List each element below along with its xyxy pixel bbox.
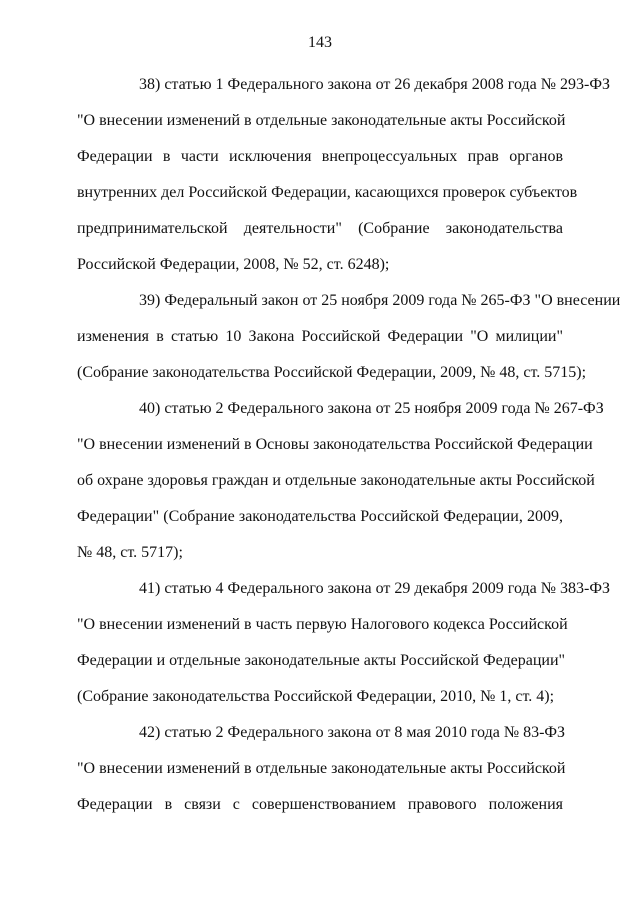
- text-line: Федерации в части исключения внепроцессуальных прав органов: [77, 148, 563, 165]
- text-line: 40) статью 2 Федерального закона от 25 ноября 2009 года № 267-ФЗ: [139, 400, 604, 417]
- text-line: (Собрание законодательства Российской Федерации, 2009, № 48, ст. 5715);: [77, 364, 587, 381]
- list-item-40: [77, 391, 604, 571]
- text-line: об охране здоровья граждан и отдельные законодательные акты Российской: [77, 472, 595, 489]
- text-line: внутренних дел Российской Федерации, касающихся проверок субъектов: [77, 184, 578, 201]
- page-number: 143: [308, 34, 332, 51]
- text-line: "О внесении изменений в отдельные законодательные акты Российской: [77, 760, 566, 777]
- text-line: "О внесении изменений в часть первую Налогового кодекса Российской: [77, 616, 568, 633]
- text-line: 38) статью 1 Федерального закона от 26 декабря 2008 года № 293-ФЗ: [139, 76, 610, 93]
- text-line: № 48, ст. 5717);: [77, 544, 183, 561]
- text-line: предпринимательской деятельности" (Собрание законодательства: [77, 220, 563, 237]
- text-line: (Собрание законодательства Российской Федерации, 2010, № 1, ст. 4);: [77, 688, 555, 705]
- text-line: Федерации и отдельные законодательные акты Российской Федерации": [77, 652, 566, 669]
- list-item-41: [77, 571, 610, 715]
- text-line: "О внесении изменений в отдельные законодательные акты Российской: [77, 112, 566, 129]
- text-line: Федерации" (Собрание законодательства Российской Федерации, 2009,: [77, 508, 563, 525]
- text-line: 41) статью 4 Федерального закона от 29 декабря 2009 года № 383-ФЗ: [139, 580, 610, 597]
- text-line: изменения в статью 10 Закона Российской Федерации "О милиции": [77, 328, 563, 345]
- list-item-39: [77, 283, 621, 391]
- document-body: [77, 67, 621, 823]
- list-item-42: [77, 715, 566, 823]
- text-line: 42) статью 2 Федерального закона от 8 мая 2010 года № 83-ФЗ: [139, 724, 566, 741]
- text-line: 39) Федеральный закон от 25 ноября 2009 года № 265-ФЗ "О внесении: [139, 292, 621, 309]
- list-item-38: [77, 67, 610, 283]
- text-line: "О внесении изменений в Основы законодательства Российской Федерации: [77, 436, 593, 453]
- text-line: Российской Федерации, 2008, № 52, ст. 6248);: [77, 256, 390, 273]
- text-line: Федерации в связи с совершенствованием правового положения: [77, 796, 563, 813]
